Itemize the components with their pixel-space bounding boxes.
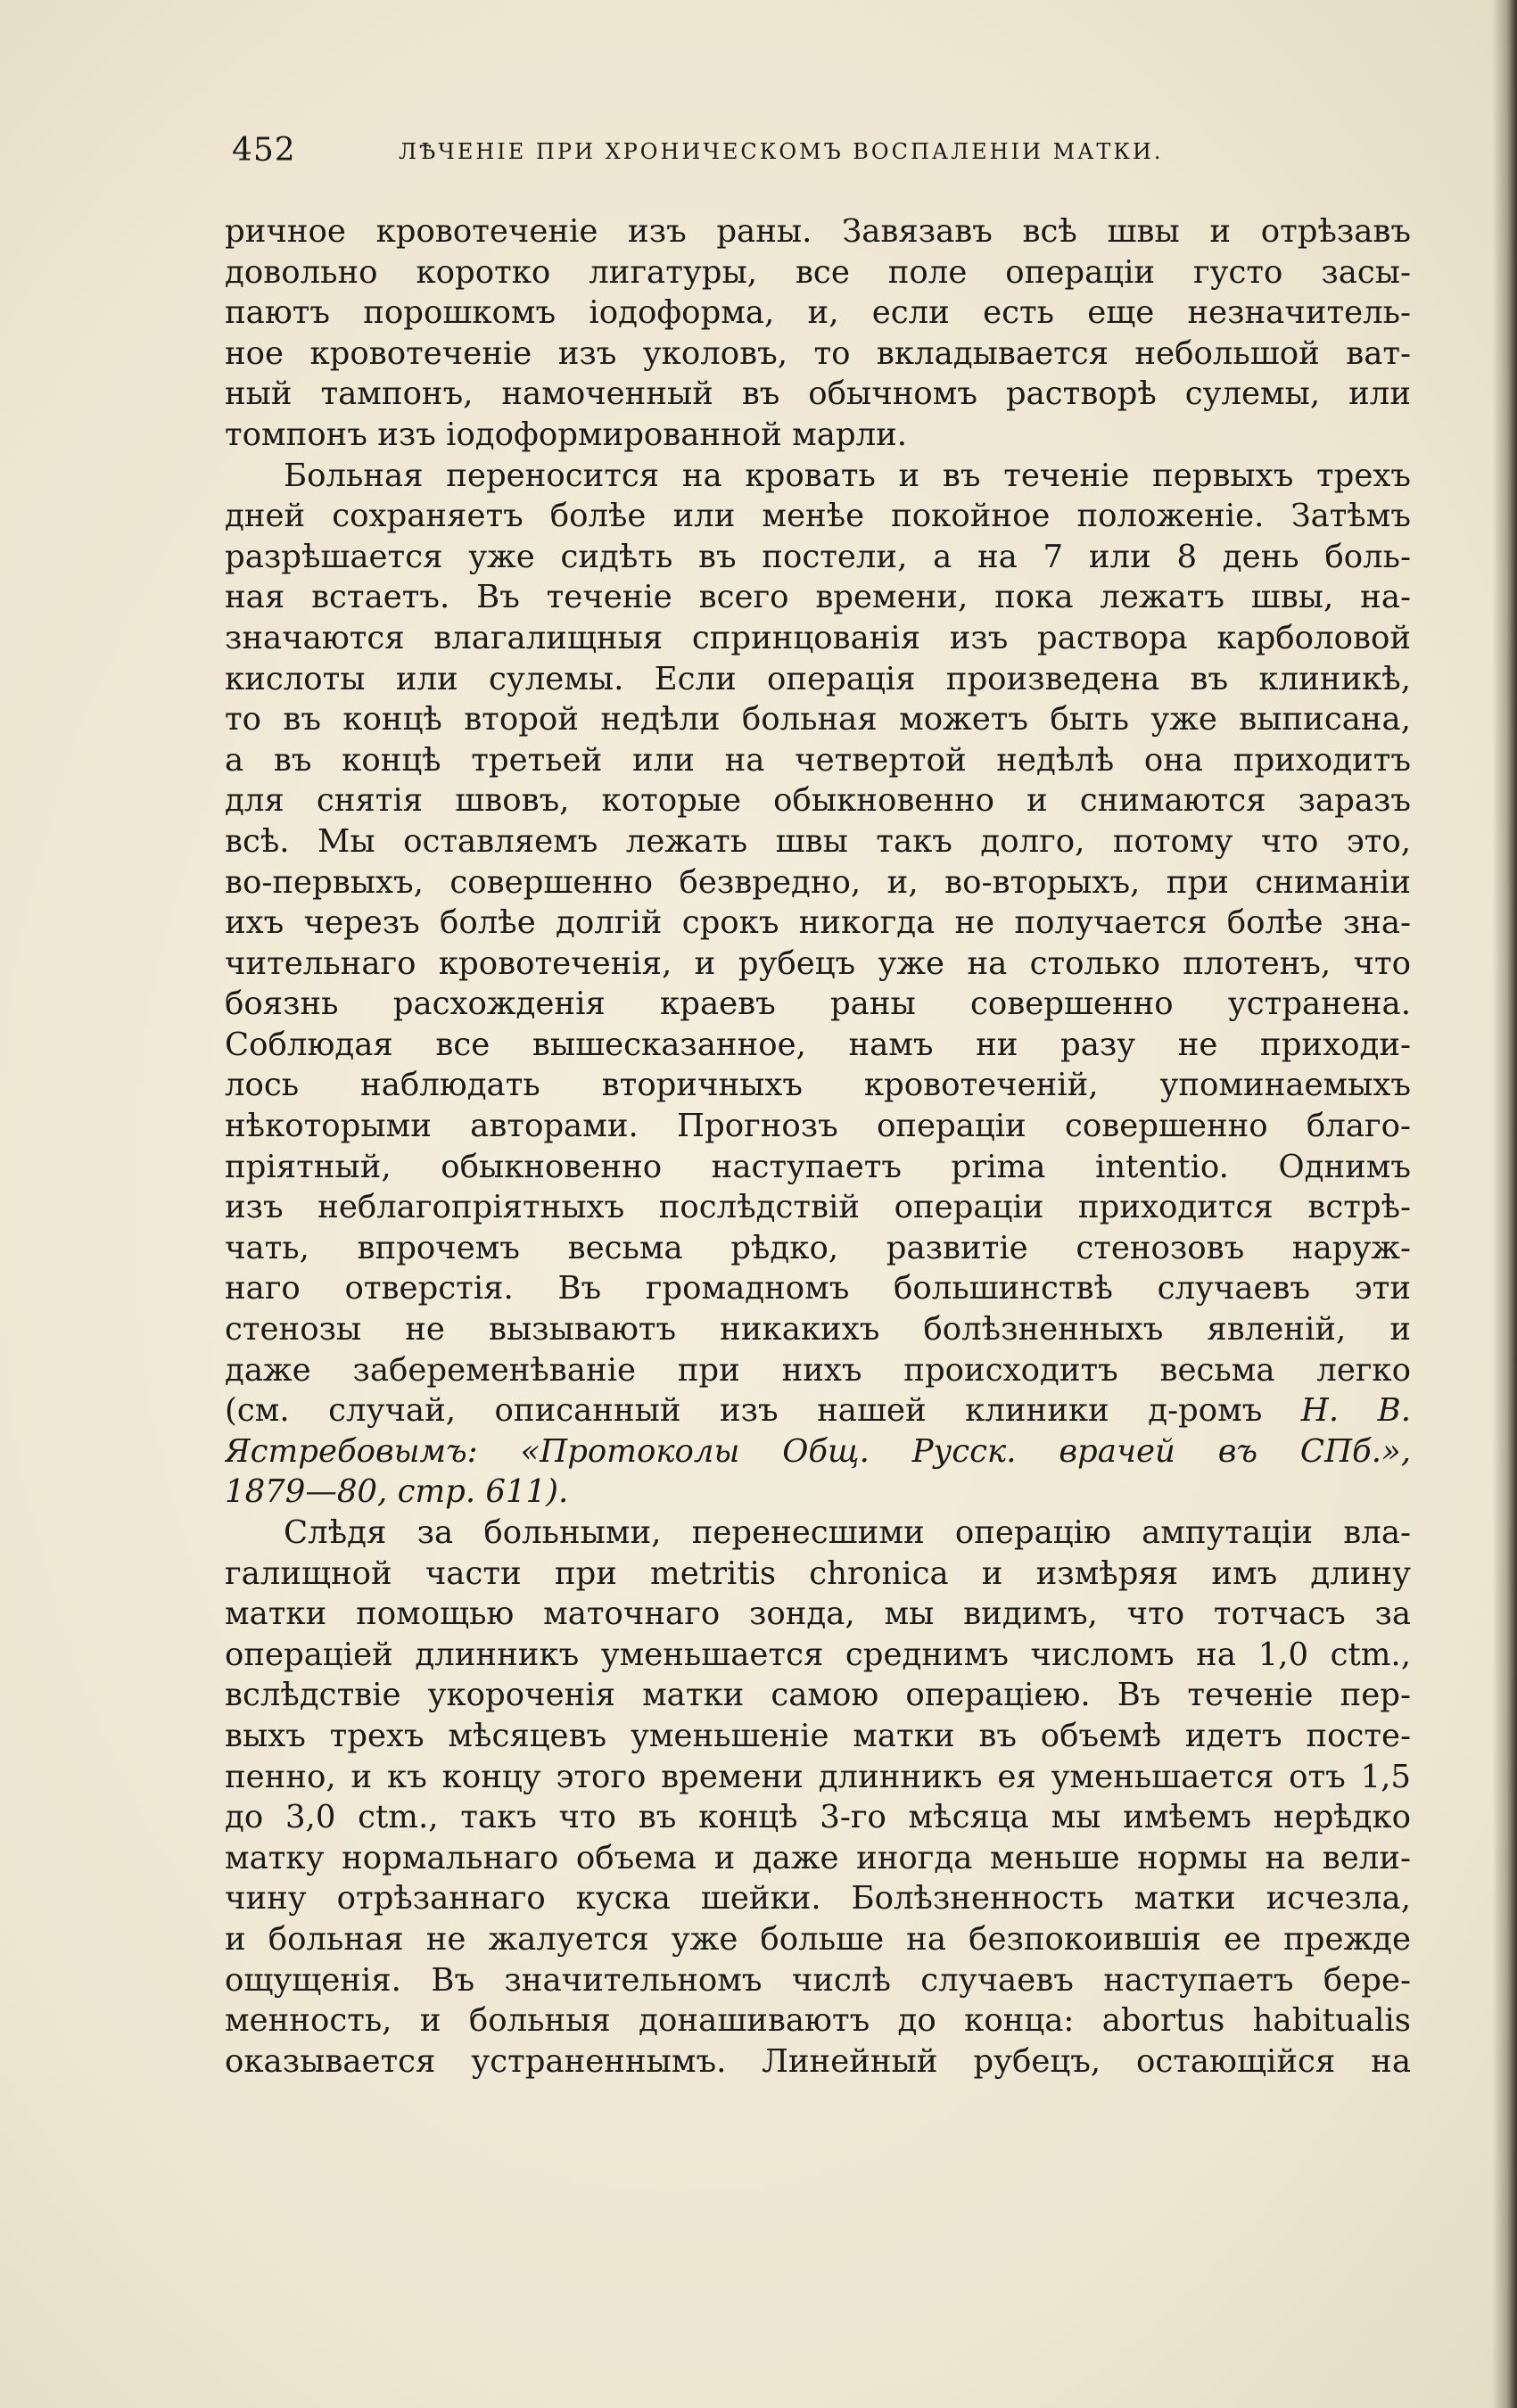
text-line: матки помощью маточнаго зонда, мы видимъ, что тотчасъ за	[225, 1596, 1411, 1633]
text-line: Слѣдя за больными, перенесшими операцію ампутаціи вла-	[284, 1514, 1411, 1551]
text-line: чительнаго кровотеченія, и рубецъ уже на столько плотенъ, что	[225, 944, 1411, 982]
text-line: то въ концѣ второй недѣли больная можетъ быть уже выписана,	[225, 701, 1411, 738]
text-line: наго отверстія. Въ громадномъ большинствѣ случаевъ эти	[225, 1270, 1411, 1307]
text-line: довольно коротко лигатуры, все поле операціи густо засы-	[225, 253, 1411, 291]
body-text	[225, 211, 1411, 2082]
text-line: паютъ порошкомъ іодоформа, и, если есть еще незначитель-	[225, 294, 1411, 332]
text-line: ихъ черезъ болѣе долгій срокъ никогда не получается болѣе зна-	[225, 904, 1411, 942]
text-line: нѣкоторыми авторами. Прогнозъ операціи совершенно благо-	[225, 1108, 1411, 1145]
text-line: выхъ трехъ мѣсяцевъ уменьшеніе матки въ объемѣ идетъ посте-	[225, 1717, 1411, 1754]
text-line: вслѣдствіе укороченія матки самою операціею. Въ теченіе пер-	[225, 1677, 1411, 1714]
author-surname: Ястребовымъ	[225, 1432, 467, 1470]
text-line: ричное кровотеченіе изъ раны. Завязавъ всѣ швы и отрѣзавъ	[225, 213, 1411, 250]
text-line: ное кровотеченіе изъ уколовъ, то вкладывается небольшой ват-	[225, 334, 1411, 372]
text-line: пріятный, обыкновенно наступаетъ prima intentio. Однимъ	[225, 1148, 1411, 1185]
text-line: Больная переносится на кровать и въ теченіе первыхъ трехъ	[284, 457, 1411, 494]
text-line: томпонъ изъ іодоформированной марли.	[225, 416, 908, 453]
text-line: чать, впрочемъ весьма рѣдко, развитіе стенозовъ наруж-	[225, 1229, 1411, 1266]
page-number: 452	[232, 132, 296, 169]
text-line-citation-start	[225, 1390, 1411, 1431]
text-line: ная встаетъ. Въ теченіе всего времени, пока лежатъ швы, на-	[225, 579, 1411, 616]
text-line: пенно, и къ концу этого времени длинникъ ея уменьшается отъ 1,5	[225, 1758, 1411, 1795]
text-line: лось наблюдать вторичныхъ кровотеченій, упоминаемыхъ	[225, 1067, 1411, 1104]
text-line: операціей длинникъ уменьшается среднимъ числомъ на 1,0 ctm.,	[225, 1636, 1411, 1673]
text-line-citation-end: 1879—80, стр. 611).	[225, 1473, 569, 1511]
text-line: матку нормальнаго объема и даже иногда меньше нормы на вели-	[225, 1839, 1411, 1876]
text-line: всѣ. Мы оставляемъ лежать швы такъ долго, потому что это,	[225, 822, 1411, 860]
text-line: и больная не жалуется уже больше на безпокоившія ее прежде	[225, 1920, 1411, 1958]
text-line: ный тампонъ, намоченный въ обычномъ растворѣ сулемы, или	[225, 375, 1411, 413]
citation-lead: (см. случай, описанный изъ нашей клиники д-ромъ	[225, 1392, 1263, 1430]
page-header	[225, 132, 1411, 177]
text-line: во-первыхъ, совершенно безвредно, и, во-вторыхъ, при сниманіи	[225, 863, 1411, 901]
text-line: менность, и больныя донашиваютъ до конца: abortus habitualis	[225, 2002, 1411, 2040]
text-line: значаются влагалищныя спринцованія изъ раствора карболовой	[225, 619, 1411, 656]
citation-journal: «Протоколы Общ. Русск. врачей въ СПб.»,	[520, 1432, 1411, 1470]
text-line: Соблюдая все вышесказанное, намъ ни разу не приходи-	[225, 1026, 1411, 1063]
text-line: ощущенія. Въ значительномъ числѣ случаевъ наступаетъ бере-	[225, 1961, 1411, 1999]
text-line: для снятія швовъ, которые обыкновенно и снимаются заразъ	[225, 782, 1411, 820]
text-line: изъ неблагопріятныхъ послѣдствій операціи приходится встрѣ-	[225, 1189, 1411, 1226]
text-line: даже забеременѣваніе при нихъ происходитъ весьма легко	[225, 1351, 1411, 1389]
text-line: до 3,0 ctm., такъ что въ концѣ 3-го мѣсяца мы имѣемъ нерѣдко	[225, 1799, 1411, 1836]
text-line: а въ концѣ третьей или на четвертой недѣлѣ она приходитъ	[225, 741, 1411, 779]
book-spine-shadow	[1492, 0, 1517, 2408]
text-line: оказывается устраненнымъ. Линейный рубецъ, остающійся на	[225, 2042, 1411, 2080]
text-line: стенозы не вызываютъ никакихъ болѣзненныхъ явленій, и	[225, 1311, 1411, 1348]
text-line-citation	[225, 1431, 1411, 1472]
text-line: разрѣшается уже сидѣть въ постели, а на 7 или 8 день боль-	[225, 538, 1411, 575]
text-line: галищной части при metritis chronica и измѣряя имъ длину	[225, 1554, 1411, 1592]
running-head: ЛѢЧЕНІЕ ПРИ ХРОНИЧЕСКОМЪ ВОСПАЛЕНІИ МАТКИ.	[399, 139, 1164, 164]
citation-colon: :	[466, 1432, 521, 1470]
text-line: чину отрѣзаннаго куска шейки. Болѣзненность матки исчезла,	[225, 1880, 1411, 1917]
text-line: боязнь расхожденія краевъ раны совершенно устранена.	[225, 985, 1411, 1023]
author-initials: Н. В.	[1300, 1392, 1411, 1430]
text-line: дней сохраняетъ болѣе или менѣе покойное положеніе. Затѣмъ	[225, 498, 1411, 535]
text-line: кислоты или сулемы. Если операція произведена въ клиникѣ,	[225, 660, 1411, 697]
